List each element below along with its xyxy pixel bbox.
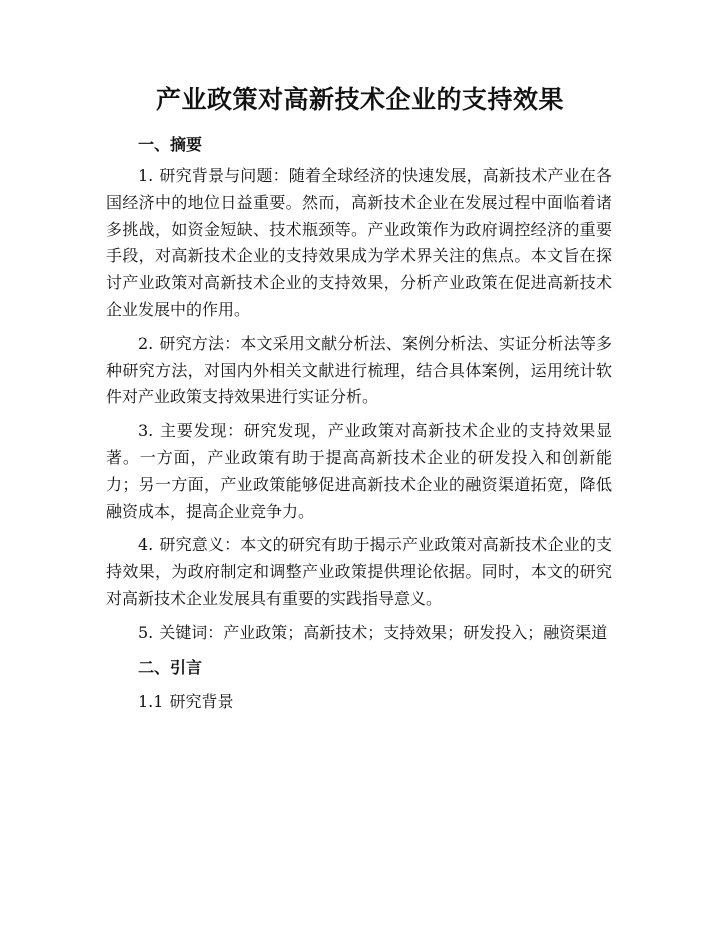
- paragraph-text: 研究意义：本文的研究有助于揭示产业政策对高新技术企业的支持效果，为政府制定和调整产业政策提供理论依据。同时，本文的研究对高新技术企业发展具有重要的实践指导意义。: [106, 535, 612, 608]
- paragraph-text: 研究背景与问题：随着全球经济的快速发展，高新技术产业在各国经济中的地位日益重要。然而，高新技术企业在发展过程中面临着诸多挑战，如资金短缺、技术瓶颈等。产业政策作为政府调控经济的重要手段，对高新技术企业的支持效果成为学术界关注的焦点。本文旨在探讨产业政策对高新技术企业的支持效果，分析产业政策在促进高新技术企业发展中的作用。: [106, 166, 612, 319]
- paragraph-text: 关键词：产业政策；高新技术；支持效果；研发投入；融资渠道: [159, 622, 608, 642]
- subsection-heading-background: [106, 689, 612, 715]
- paragraph-number: 3.: [138, 421, 154, 441]
- paragraph-number: 5.: [138, 622, 154, 642]
- abstract-paragraph-methods: [106, 331, 612, 411]
- subsection-text: 研究背景: [169, 691, 234, 711]
- section-heading-abstract: 一、摘要: [138, 135, 203, 154]
- abstract-paragraph-significance: [106, 532, 612, 612]
- abstract-paragraph-background: [106, 163, 612, 324]
- paragraph-number: 2.: [138, 333, 154, 353]
- section-heading-introduction: 二、引言: [138, 657, 203, 677]
- abstract-paragraph-findings: [106, 418, 612, 525]
- paragraph-number: 4.: [138, 535, 154, 555]
- paragraph-text: 研究方法：本文采用文献分析法、案例分析法、实证分析法等多种研究方法，对国内外相关文献进行梳理，结合具体案例，运用统计软件对产业政策支持效果进行实证分析。: [106, 333, 612, 407]
- subsection-number: 1.1: [138, 691, 164, 711]
- paragraph-text: 主要发现：研究发现，产业政策对高新技术企业的支持效果显著。一方面，产业政策有助于提高高新技术企业的研发投入和创新能力；另一方面，产业政策能够促进高新技术企业的融资渠道拓宽，降低融资成本，提高企业竞争力。: [106, 421, 612, 521]
- document-body: [106, 132, 612, 715]
- abstract-paragraph-keywords: [106, 620, 612, 647]
- document-title: 产业政策对高新技术企业的支持效果: [155, 85, 564, 114]
- paragraph-number: 1.: [138, 166, 154, 185]
